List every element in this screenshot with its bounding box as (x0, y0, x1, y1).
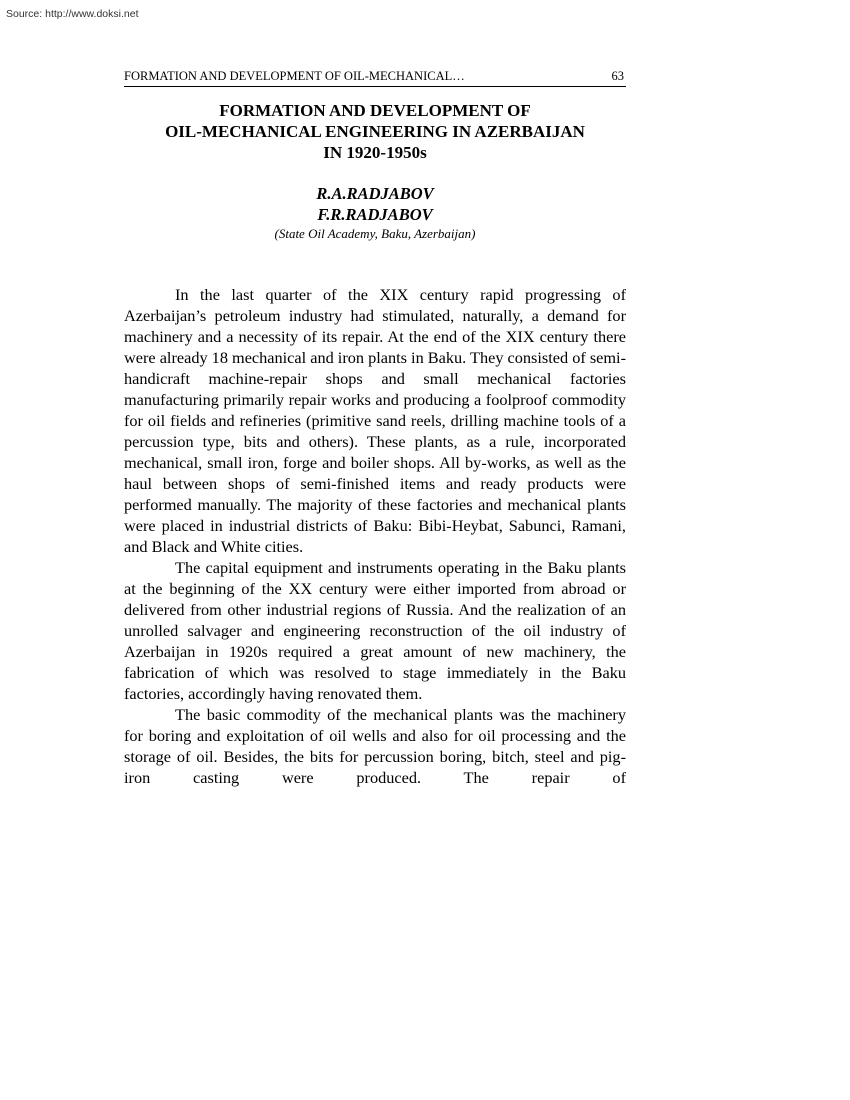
article-body (124, 284, 626, 788)
running-head-title: FORMATION AND DEVELOPMENT OF OIL-MECHANICAL… (124, 69, 465, 83)
author-name: F.R.RADJABOV (317, 205, 433, 224)
author-affiliation: (State Oil Academy, Baku, Azerbaijan) (274, 226, 476, 241)
article-header (124, 100, 626, 243)
title-line: FORMATION AND DEVELOPMENT OF (219, 101, 531, 120)
page-number: 63 (611, 69, 624, 83)
body-paragraph: The basic commodity of the mechanical plants was the machinery for boring and exploitation of oil wells and also for oil processing and the storage of oil. Besides, the bits for percussion boring, bitch, steel and pig-iron casting were produced. The repair of (124, 705, 626, 787)
title-line: IN 1920-1950s (323, 143, 427, 162)
body-paragraph: In the last quarter of the XIX century rapid progressing of Azerbaijan’s petroleum industry had stimulated, naturally, a demand for machinery and a necessity of its repair. At the end of the XIX century there were already 18 mechanical and iron plants in Baku. They consisted of semi-handicraft machine-repair shops and small mechanical factories manufacturing primarily repair works and producing a foolproof commodity for oil fields and refineries (primitive sand reels, drilling machine tools of a percussion type, bits and others). These plants, as a rule, incorporated mechanical, small iron, forge and boiler shops. All by-works, as well as the haul between shops of semi-finished items and ready products were performed manually. The majority of these factories and mechanical plants were placed in industrial districts of Baku: Bibi-Heybat, Sabunci, Ramani, and Black and White cities. (124, 285, 626, 556)
source-note: Source: http://www.doksi.net (6, 8, 139, 20)
author-list (124, 183, 626, 225)
author-name: R.A.RADJABOV (316, 184, 434, 203)
article-title (124, 100, 626, 163)
title-line: OIL-MECHANICAL ENGINEERING IN AZERBAIJAN (165, 122, 585, 141)
body-paragraph: The capital equipment and instruments operating in the Baku plants at the beginning of the XX century were either imported from abroad or delivered from other industrial regions of Russia. And the realization of an unrolled salvager and engineering reconstruction of the oil industry of Azerbaijan in 1920s required a great amount of new machinery, the fabrication of which was resolved to stage immediately in the Baku factories, accordingly having renovated them. (124, 558, 626, 703)
running-head (124, 67, 626, 87)
